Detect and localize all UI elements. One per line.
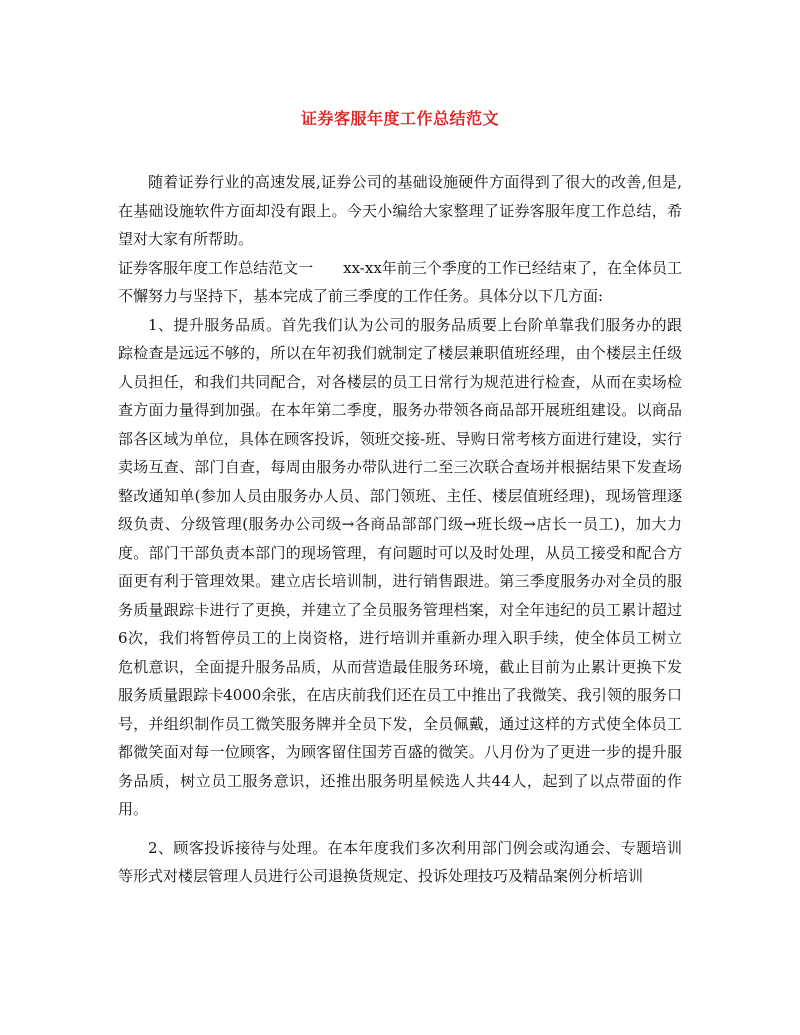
paragraph-complaint-handling: 2、顾客投诉接待与处理。在本年度我们多次利用部门例会或沟通会、专题培训等形式对楼层管理人员进行公司退换货规定、投诉处理技巧及精品案例分析培训 (118, 838, 682, 885)
paragraph-service-quality: 1、提升服务品质。首先我们认为公司的服务品质要上台阶单靠我们服务办的跟踪检查是远远不够的，所以在年初我们就制定了楼层兼职值班经理，由个楼层主任级人员担任，和我们共同配合，对各楼层的员工日常行为规范进行检查，从而在卖场检查方面力量得到加强。在本年第二季度，服务办带领各商品部开展班组建设。以商品部各区域为单位，具体在顾客投诉，领班交接-班、导购日常考核方面进行建设，实行卖场互查、部门自查，每周由服务办带队进行二至三次联合查场并根据结果下发查场整改通知单(参加人员由服务办人员、部门领班、主任、楼层值班经理)，现场管理逐级负责、分级管理(服务办公司级→各商品部部门级→班长级→店长一员工)，加大力度。部门干部负责本部门的现场管理，有问题时可以及时处理，从员工接受和配合方面更有利于管理效果。建立店长培训制，进行销售跟进。第三季度服务办对全员的服务质量跟踪卡进行了更换，并建立了全员服务管理档案，对全年违纪的员工累计超过6次，我们将暂停员工的上岗资格，进行培训并重新办理入职手续，使全体员工树立危机意识，全面提升服务品质，从而营造最佳服务环境，截止目前为止累计更换下发服务质量跟踪卡4000余张，在店庆前我们还在员工中推出了我微笑、我引领的服务口号，并组织制作员工微笑服务牌并全员下发，全员佩戴，通过这样的方式使全体员工都微笑面对每一位顾客，为顾客留住国芳百盛的微笑。八月份为了更进一步的提升服务品质，树立员工服务意识，还推出服务明星候选人共44人，起到了以点带面的作用。 (118, 315, 682, 818)
document-title: 证券客服年度工作总结范文 (300, 109, 499, 128)
document-body (118, 168, 682, 891)
paragraph-article-one-opening: 证券客服年度工作总结范文一 xx-xx年前三个季度的工作已经结束了，在全体员工不懈努力与坚持下，基本完成了前三季度的工作任务。具体分以下几方面: (118, 258, 682, 305)
paragraph-intro: 随着证券行业的高速发展,证券公司的基础设施硬件方面得到了很大的改善,但是,在基础设施软件方面却没有跟上。今天小编给大家整理了证券客服年度工作总结，希望对大家有所帮助。 (118, 173, 682, 248)
